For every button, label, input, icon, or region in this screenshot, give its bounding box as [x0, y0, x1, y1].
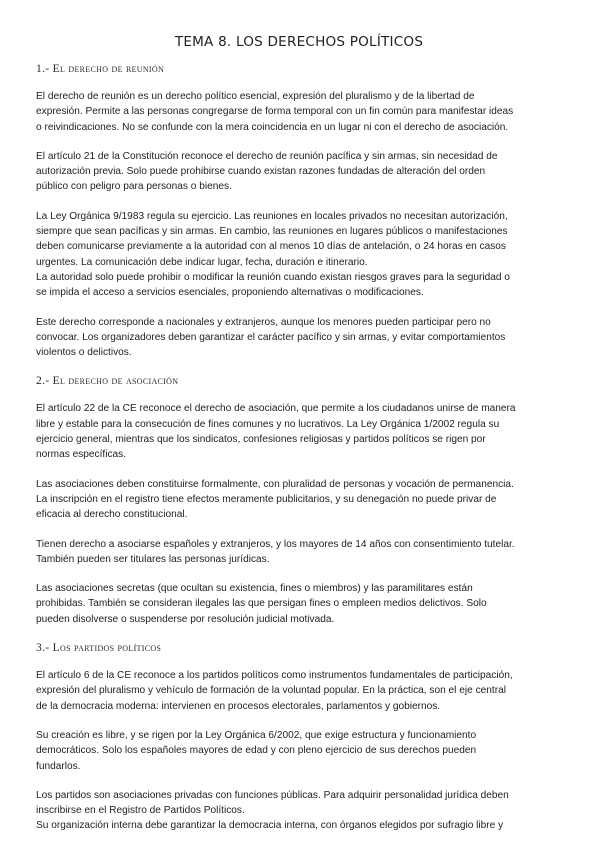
paragraph-line: Los partidos son asociaciones privadas con funciones públicas. Para adquirir personalidad jurídica deben	[36, 789, 509, 801]
paragraph-line: ejercicio general, mientras que los sindicatos, confesiones religiosas y partidos políticos se rigen por	[36, 434, 486, 446]
paragraph-line: expresión. Permite a las personas congregarse de forma temporal con un fin común para manifestar ideas	[36, 106, 514, 118]
paragraph-line: La autoridad solo puede prohibir o modificar la reunión cuando existan riesgos graves para la seguridad o	[36, 271, 510, 283]
paragraph-line: libre y estable para la consecución de fines comunes y no lucrativos. La Ley Orgánica 1/2002 regula su	[36, 418, 500, 430]
document-body	[36, 62, 562, 834]
paragraph-line: urgentes. La comunicación debe indicar lugar, fecha, duración e itinerario.	[36, 256, 368, 268]
paragraph-line: o reivindicaciones. No se confunde con la mera coincidencia en un lugar ni con el derecho de asociación.	[36, 121, 509, 133]
paragraph	[36, 788, 562, 834]
paragraph-line: autorización previa. Solo puede prohibirse cuando existan razones fundadas de alteración del orden	[36, 166, 486, 178]
paragraph-line: prohibidas. También se consideran ilegales las que persigan fines o empleen medios delictivos. Solo	[36, 598, 487, 610]
paragraph-line: Tienen derecho a asociarse españoles y extranjeros, y los mayores de 14 años con consentimiento tutelar.	[36, 538, 515, 550]
section-heading: 3.- Los partidos políticos	[36, 641, 162, 655]
paragraph	[36, 668, 562, 714]
paragraph-line: fundarlos.	[36, 760, 81, 772]
paragraph	[36, 209, 562, 301]
paragraph-line: normas específicas.	[36, 449, 127, 461]
paragraph-line: siempre que sean pacíficas y sin armas. En cambio, las reuniones en lugares públicos o manifestaciones	[36, 226, 508, 238]
paragraph	[36, 401, 562, 462]
paragraph	[36, 581, 562, 627]
paragraph	[36, 149, 562, 195]
paragraph-line: Las asociaciones deben constituirse formalmente, con pluralidad de personas y vocación de permanencia.	[36, 478, 514, 490]
paragraph-line: eficacia al derecho constitucional.	[36, 509, 188, 521]
paragraph-line: democráticos. Solo los españoles mayores de edad y con pleno ejercicio de sus derechos pueden	[36, 745, 477, 757]
paragraph-line: La Ley Orgánica 9/1983 regula su ejercicio. Las reuniones en locales privados no necesitan autorización,	[36, 210, 508, 222]
paragraph-line: Las asociaciones secretas (que ocultan su existencia, fines o miembros) y las paramilitares están	[36, 583, 473, 595]
paragraph-line: Este derecho corresponde a nacionales y extranjeros, aunque los menores pueden participar pero no	[36, 316, 491, 328]
paragraph	[36, 537, 562, 568]
paragraph-line: de la democracia moderna: intervienen en procesos electorales, parlamentos y gobiernos.	[36, 700, 441, 712]
paragraph-line: El artículo 21 de la Constitución reconoce el derecho de reunión pacífica y sin armas, sin necesidad de	[36, 150, 498, 162]
paragraph-line: El artículo 6 de la CE reconoce a los partidos políticos como instrumentos fundamentales de participación,	[36, 670, 513, 682]
paragraph	[36, 728, 562, 774]
paragraph-line: El artículo 22 de la CE reconoce el derecho de asociación, que permite a los ciudadanos unirse de manera	[36, 403, 516, 415]
paragraph-line: expresión del pluralismo y vehículo de formación de la voluntad popular. En la práctica, son el eje central	[36, 685, 506, 697]
paragraph-line: público con peligro para personas o bienes.	[36, 181, 232, 193]
paragraph-line: La inscripción en el registro tiene efectos meramente publicitarios, y su denegación no puede privar de	[36, 493, 497, 505]
section-heading: 2.- El derecho de asociación	[36, 374, 179, 388]
paragraph-line: Su organización interna debe garantizar la democracia interna, con órganos elegidos por sufragio libre y	[36, 820, 504, 832]
document-title: TEMA 8. LOS DERECHOS POLÍTICOS	[174, 34, 424, 50]
paragraph-line: pueden disolverse o suspenderse por resolución judicial motivada.	[36, 613, 335, 625]
paragraph	[36, 89, 562, 135]
paragraph-line: Su creación es libre, y se rigen por la Ley Orgánica 6/2002, que exige estructura y funcionamiento	[36, 729, 477, 741]
paragraph-line: inscribirse en el Registro de Partidos Políticos.	[36, 805, 245, 817]
paragraph-line: deben comunicarse previamente a la autoridad con al menos 10 días de antelación, o 24 horas en casos	[36, 241, 506, 253]
paragraph-line: El derecho de reunión es un derecho político esencial, expresión del pluralismo y de la libertad de	[36, 91, 475, 102]
paragraph	[36, 315, 562, 361]
paragraph-line: También pueden ser titulares las personas jurídicas.	[36, 553, 270, 565]
paragraph-line: convocar. Los organizadores deben garantizar el carácter pacífico y sin armas, y evitar comportamientos	[36, 331, 506, 343]
paragraph-line: violentos o delictivos.	[36, 347, 132, 359]
paragraph-line: se impida el acceso a servicios esenciales, proponiendo alternativas o modificaciones.	[36, 287, 424, 299]
section-heading: 1.- El derecho de reunión	[36, 62, 165, 75]
paragraph	[36, 477, 562, 523]
